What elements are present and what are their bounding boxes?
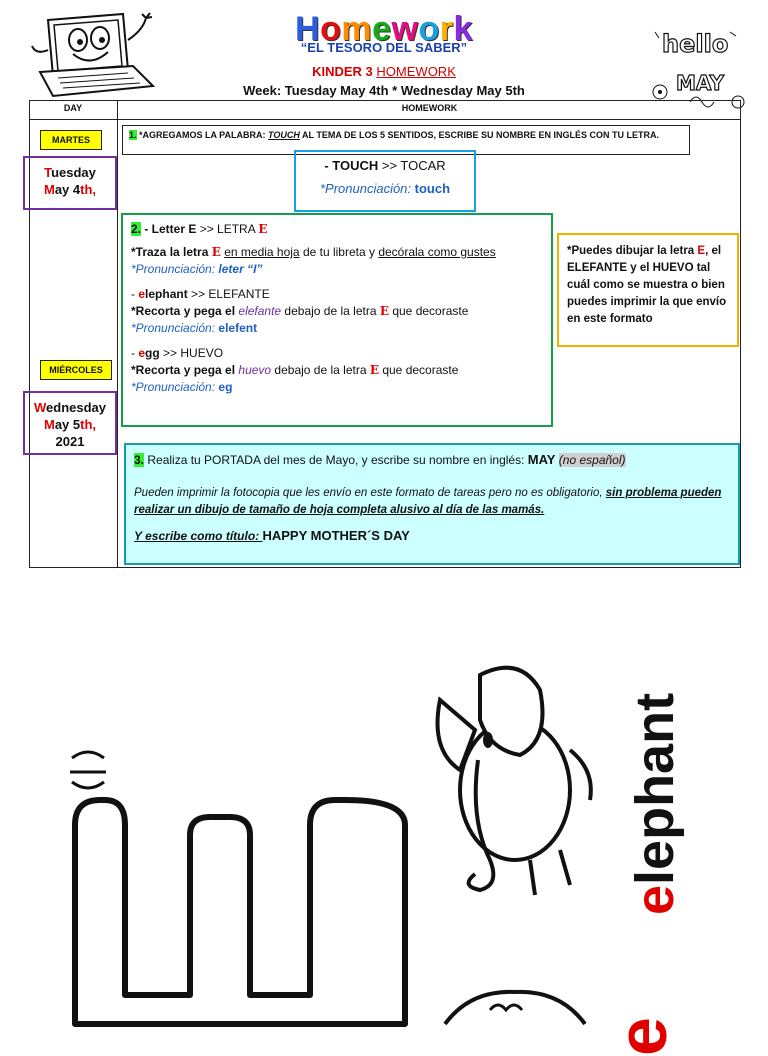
note-text: *Puedes dibujar la letra: [567, 245, 698, 257]
letter-e-glyph: E: [369, 363, 379, 377]
date-tuesday: [23, 156, 117, 210]
vocab-translation: >> TOCAR: [378, 158, 446, 173]
instruction-text: que decoraste: [389, 304, 469, 318]
title-letter: k: [453, 10, 473, 48]
pronunciation-value: elefent: [218, 321, 258, 335]
hello-text: hello: [662, 30, 729, 58]
vocab-dash: -: [131, 346, 139, 360]
task-3: [124, 443, 740, 565]
task-text-emphasis: sin problema pueden realizar un dibujo de tamaño de hoja completa alusivo al día de las mamás.: [134, 487, 722, 516]
touch-vocab-box: [294, 150, 476, 212]
date-initial: T: [44, 165, 52, 180]
date-initial: W: [33, 400, 47, 415]
date-month-initial: M: [43, 182, 55, 197]
task-heading-translation: >> LETRA: [196, 222, 259, 236]
task-heading: - Letter E: [141, 222, 197, 236]
task-number: 3.: [134, 453, 145, 467]
may-text: MAY: [676, 71, 724, 95]
school-subtitle: “EL TESORO DEL SABER”: [300, 40, 468, 55]
pronunciation-label: *Pronunciación:: [319, 181, 415, 196]
instruction-text: decórala como gustes: [378, 245, 496, 259]
letter-e-glyph: E: [379, 304, 389, 318]
pronunciation-value: leter “I”: [218, 262, 263, 276]
pronunciation-value: eg: [218, 380, 233, 394]
task-note: (no español): [558, 453, 626, 467]
week-range: Week: Tuesday May 4th * Wednesday May 5th: [243, 83, 525, 98]
column-header-day: DAY: [63, 103, 83, 113]
letter-e-outline: [60, 795, 420, 1024]
task-text: Pueden imprimir la fotocopia que les envío en este formato de tareas pero no es obligatorio,: [134, 487, 606, 499]
elephant-illustration: [420, 660, 610, 900]
letter-e-glyph: E: [258, 222, 268, 236]
letter-e-glyph: E: [211, 245, 221, 259]
task-keyword: TOUCH: [268, 130, 300, 140]
smile-mark-icon: [66, 750, 110, 790]
instruction-text: *Recorta y pega el: [131, 304, 239, 318]
vocab-word: gg: [145, 346, 160, 360]
task-number: 2.: [131, 222, 142, 236]
instruction-text: en media hoja: [224, 245, 300, 259]
task-text: AL TEMA DE LOS 5 SENTIDOS, ESCRIBE SU NOMBRE EN INGLÉS CON TU LETRA.: [299, 130, 660, 140]
pronunciation-label: *Pronunciación:: [131, 321, 219, 335]
word-initial: e: [625, 884, 685, 915]
task-keyword: MAY: [527, 452, 556, 467]
next-letter-partial: [603, 996, 681, 1056]
elephant-word-vertical: [625, 692, 685, 915]
title-letter: w: [391, 10, 419, 48]
instruction-text: *Traza la letra: [131, 245, 212, 259]
vocab-word: lephant: [145, 287, 188, 301]
date-month-text: ay 4: [54, 182, 81, 197]
instruction-text: de tu libreta y: [299, 245, 379, 259]
vocab-translation: >> ELEFANTE: [187, 287, 270, 301]
instruction-keyword: elefante: [238, 304, 282, 318]
column-header-homework: HOMEWORK: [401, 103, 458, 113]
vocab-dash: -: [131, 287, 139, 301]
title-letter: e: [372, 10, 392, 48]
column-divider: [117, 100, 118, 568]
header-divider: [29, 119, 741, 120]
instruction-text: *Recorta y pega el: [131, 363, 239, 377]
date-month-initial: M: [43, 417, 55, 432]
title-letter: r: [439, 10, 454, 48]
date-wednesday: [23, 391, 117, 455]
pronunciation-label: *Pronunciación:: [131, 262, 219, 276]
date-day-text: ednesday: [46, 400, 107, 415]
title-letter: o: [320, 10, 342, 48]
title-instruction: Y escribe como título:: [134, 529, 263, 543]
drawing-note: [557, 233, 739, 347]
instruction-text: debajo de la letra: [281, 304, 380, 318]
task-text: *AGREGAMOS LA PALABRA:: [136, 130, 269, 140]
homework-label: HOMEWORK: [376, 64, 456, 79]
title-value: HAPPY MOTHER´S DAY: [262, 528, 410, 543]
date-suffix: th,: [80, 182, 97, 197]
vocab-translation: >> HUEVO: [159, 346, 224, 360]
next-letter: e: [603, 1017, 681, 1056]
date-day-text: uesday: [51, 165, 96, 180]
pronunciation-label: *Pronunciación:: [131, 380, 219, 394]
grade-name: KINDER 3: [312, 64, 373, 79]
title-letter: m: [341, 10, 373, 48]
task-number: 1.: [129, 130, 137, 140]
vocab-word: - TOUCH: [324, 158, 379, 173]
date-month-text: ay 5: [54, 417, 81, 432]
word-rest: lephant: [625, 692, 685, 885]
egg-illustration: [440, 990, 590, 1024]
vocab-initial: e: [138, 287, 146, 301]
day-label-martes: MARTES: [40, 130, 102, 150]
date-suffix: th,: [80, 417, 97, 432]
note-letter: E: [697, 245, 706, 257]
instruction-text: debajo de la letra: [271, 363, 370, 377]
pronunciation-value: touch: [414, 181, 451, 196]
task-text: Realiza tu PORTADA del mes de Mayo, y escribe su nombre en inglés:: [144, 453, 528, 467]
title-letter: H: [295, 10, 321, 48]
task-2: [121, 213, 553, 427]
date-year: 2021: [55, 434, 85, 449]
day-label-miercoles: MIÉRCOLES: [40, 360, 112, 380]
instruction-keyword: huevo: [238, 363, 272, 377]
note-text: , el ELEFANTE y el HUEVO tal cuál como se muestra o bien puedes imprimir la que envío en este formato: [567, 245, 727, 325]
instruction-text: que decoraste: [379, 363, 459, 377]
title-letter: o: [418, 10, 440, 48]
vocab-initial: e: [138, 346, 146, 360]
